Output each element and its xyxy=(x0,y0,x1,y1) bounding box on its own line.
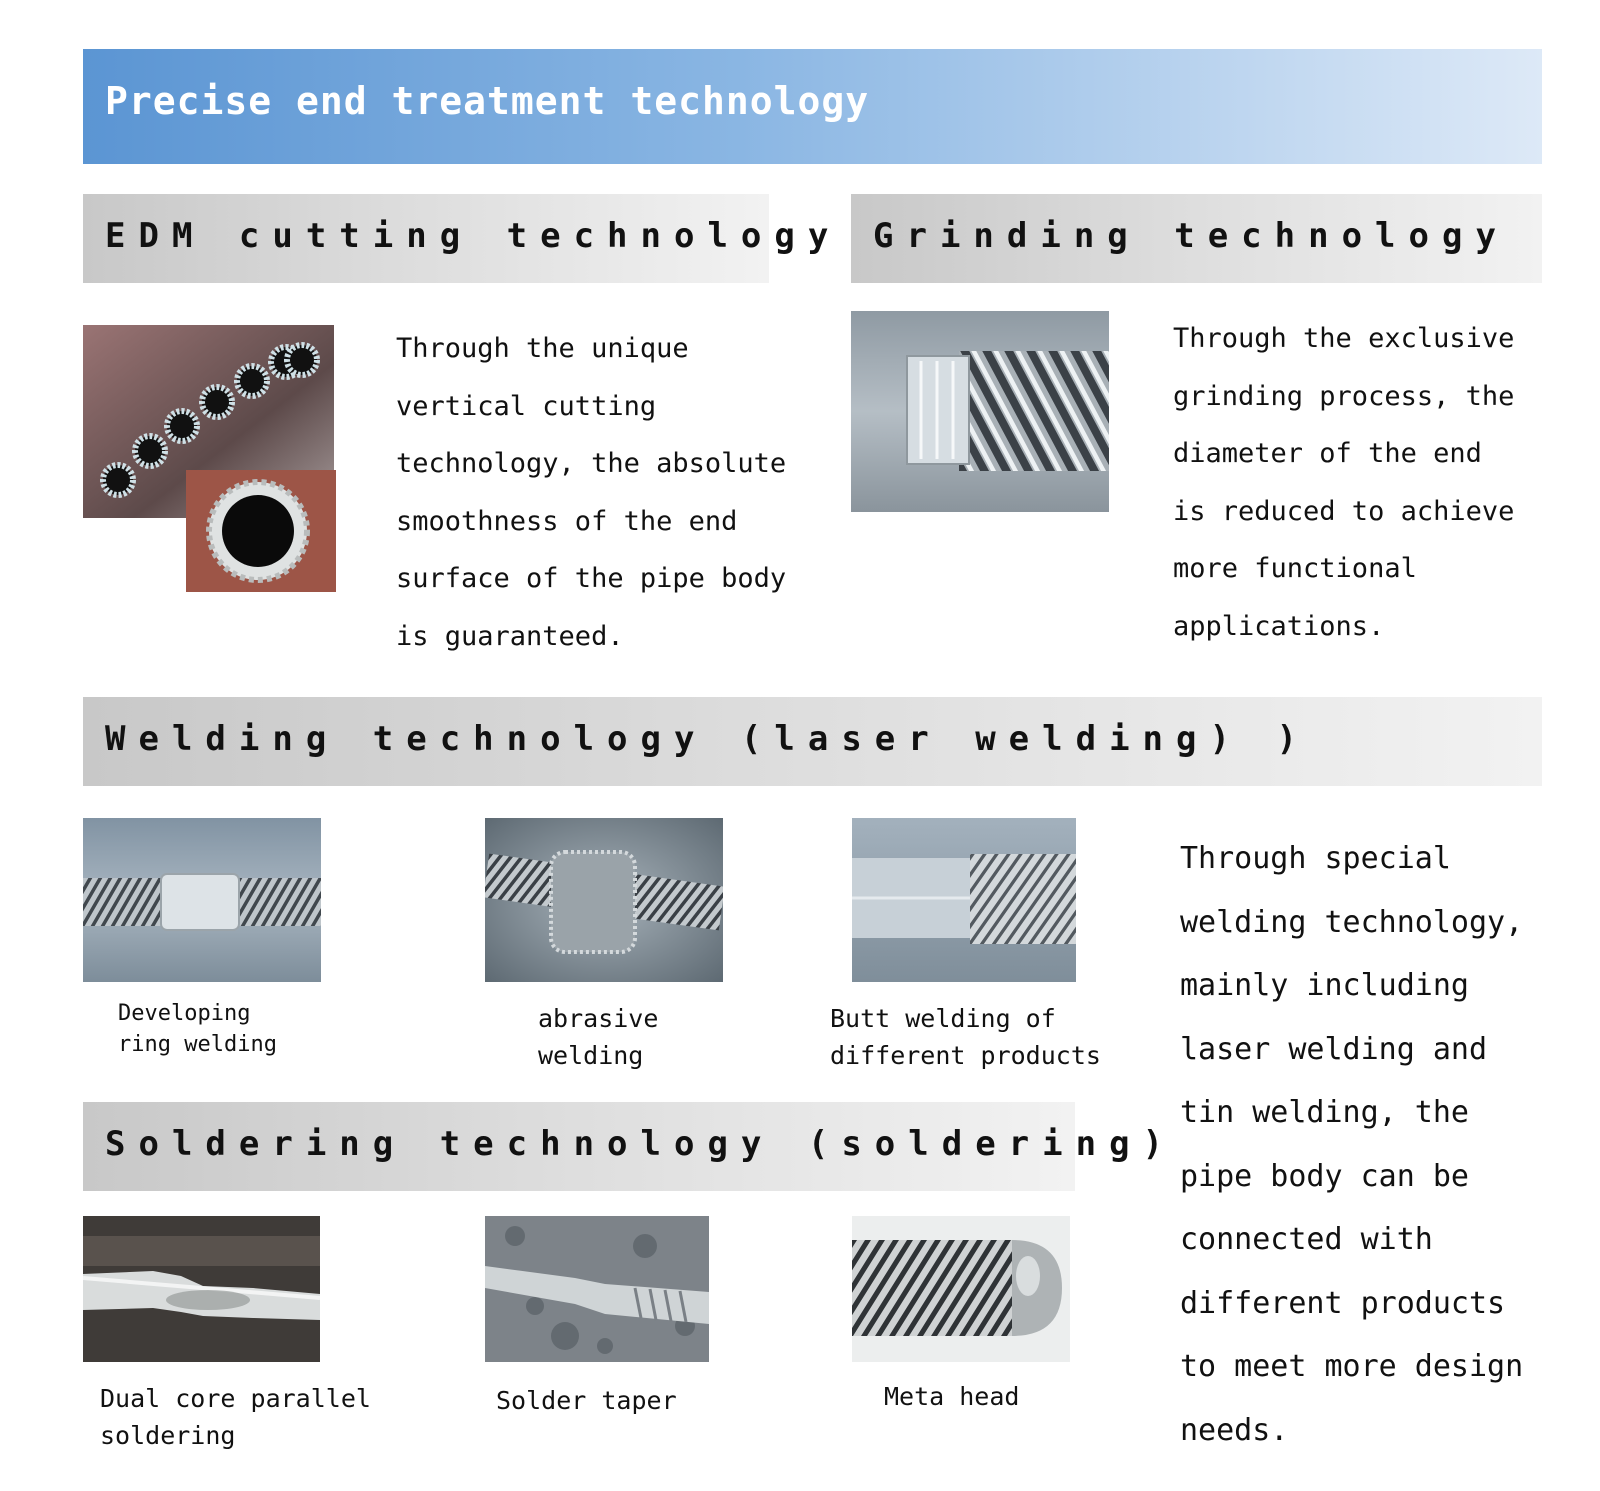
soldering-caption-dual-core: Dual core parallel soldering xyxy=(100,1384,371,1450)
welding-photo-developing-ring xyxy=(83,818,321,982)
welding-section-title: Welding technology (laser welding) ) xyxy=(105,719,1310,759)
welding-description: Through special welding technology, mainly including laser welding and tin welding, the pipe body can be connected with different products to meet more design needs. xyxy=(1180,841,1524,1448)
soldering-section-header xyxy=(83,1102,1177,1191)
soldering-photo-dual-core xyxy=(83,1216,320,1362)
edm-section-title: EDM cutting technology xyxy=(105,216,842,256)
soldering-section-title: Soldering technology (soldering) xyxy=(105,1124,1177,1164)
welding-caption-developing-ring: Developing ring welding xyxy=(118,1001,277,1057)
welding-photo-butt xyxy=(852,818,1076,982)
grinding-section-title: Grinding technology xyxy=(873,216,1509,256)
soldering-photo-taper xyxy=(485,1216,709,1362)
main-title-bar xyxy=(83,49,1542,164)
edm-section-header xyxy=(83,194,842,283)
soldering-photo-meta-head xyxy=(852,1216,1070,1362)
soldering-caption-taper: Solder taper xyxy=(496,1386,677,1415)
grinding-section-header xyxy=(851,194,1542,283)
welding-photo-abrasive xyxy=(485,818,723,982)
grinding-photo xyxy=(851,311,1109,512)
grinding-description: Through the exclusive grinding process, the diameter of the end is reduced to achieve more functional applications. xyxy=(1173,323,1515,642)
page-title: Precise end treatment technology xyxy=(105,79,870,123)
edm-tube-end-photo xyxy=(186,470,336,592)
welding-caption-abrasive: abrasive welding xyxy=(538,1004,659,1070)
soldering-caption-meta-head: Meta head xyxy=(884,1382,1020,1411)
edm-description: Through the unique vertical cutting technology, the absolute smoothness of the end surface of the pipe body is guaranteed. xyxy=(396,333,787,652)
welding-section-header xyxy=(83,697,1542,786)
welding-caption-butt: Butt welding of different products xyxy=(830,1004,1101,1070)
